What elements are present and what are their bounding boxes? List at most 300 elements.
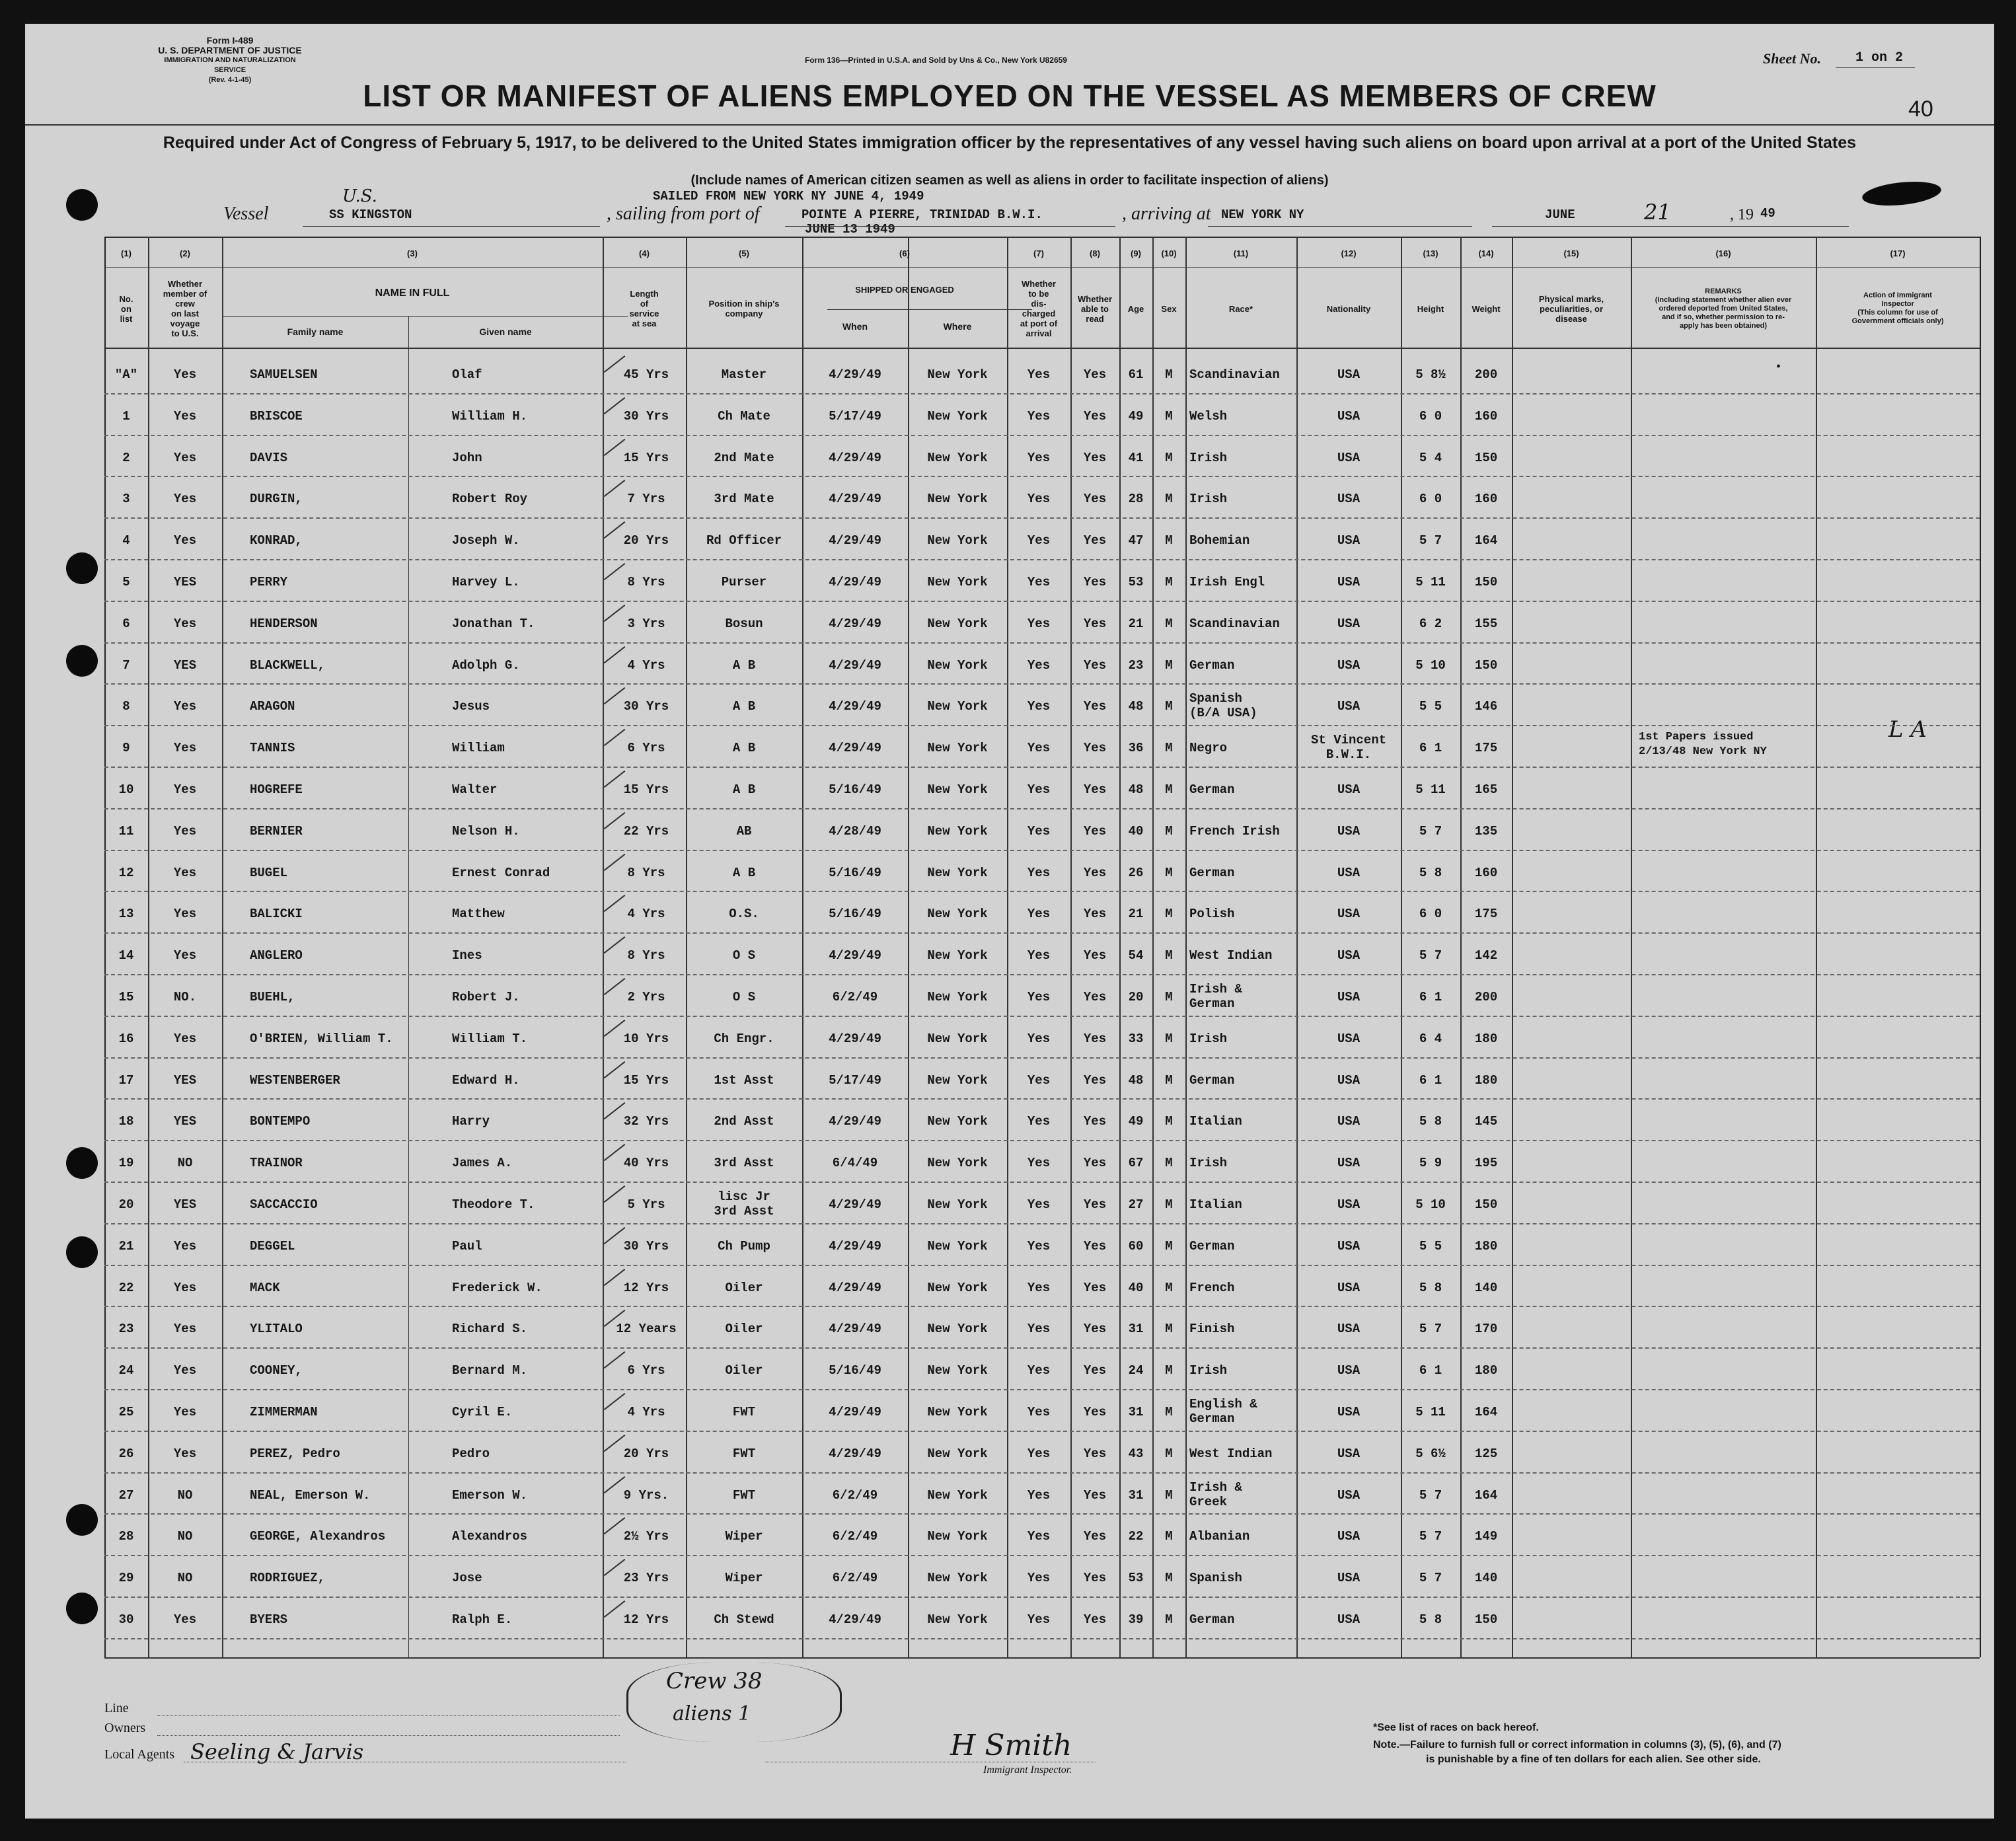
owners-underline: [157, 1735, 620, 1736]
row-separator: [104, 767, 1980, 768]
cell-height: 5 5: [1419, 699, 1442, 714]
vessel-label: Vessel: [223, 204, 269, 224]
cell-no: "A": [114, 367, 138, 382]
row-separator: [104, 1140, 1980, 1141]
cell-last: Yes: [173, 907, 197, 922]
cell-height: 5 5: [1419, 1238, 1442, 1254]
cell-remarks: 1st Papers issued 2/13/48 New York NY: [1639, 731, 1767, 759]
cell-age: 20: [1128, 990, 1144, 1004]
cell-height: 5 7: [1419, 1487, 1442, 1503]
cell-sex: M: [1165, 1238, 1173, 1254]
cell-height: 6 0: [1419, 907, 1442, 922]
cell-height: 6 2: [1419, 616, 1442, 631]
cell-given: Joseph W.: [452, 533, 520, 548]
cell-where: New York: [927, 1571, 988, 1586]
cell-race: Scandinavian: [1189, 616, 1280, 631]
cell-read: Yes: [1083, 990, 1107, 1004]
cell-age: 53: [1128, 1571, 1144, 1586]
cell-height: 6 0: [1419, 492, 1442, 507]
cell-race: Welsh: [1189, 408, 1228, 424]
column-header: No. on list: [119, 293, 133, 324]
cell-discharged: Yes: [1027, 1114, 1051, 1129]
cell-read: Yes: [1083, 1487, 1107, 1503]
cell-position: Bosun: [725, 616, 763, 631]
cell-sex: M: [1165, 1363, 1173, 1378]
cell-weight: 164: [1474, 1487, 1498, 1503]
cell-read: Yes: [1083, 823, 1107, 839]
cell-discharged: Yes: [1027, 1238, 1051, 1254]
cell-position: Oiler: [725, 1363, 763, 1378]
column-header: Length of service at sea: [629, 289, 659, 328]
cell-sex: M: [1165, 1156, 1173, 1171]
cell-read: Yes: [1083, 575, 1107, 589]
cell-position: FWT: [732, 1405, 756, 1419]
cell-given: James A.: [452, 1156, 513, 1171]
cell-discharged: Yes: [1027, 658, 1051, 673]
cell-height: 6 1: [1419, 990, 1442, 1004]
row-separator: [104, 1098, 1980, 1100]
cell-height: 5 10: [1415, 658, 1446, 673]
cell-family: GEORGE, Alexandros: [250, 1529, 386, 1544]
column-number: (8): [1090, 248, 1100, 258]
cell-no: 24: [118, 1363, 134, 1378]
arrival-year-prefix: , 19: [1730, 206, 1754, 223]
cell-no: 29: [118, 1571, 134, 1586]
cell-family: HENDERSON: [250, 616, 318, 631]
sailing-label: , sailing from port of: [607, 204, 760, 224]
cell-nationality: USA: [1337, 907, 1361, 922]
cell-given: Nelson H.: [452, 823, 520, 839]
cell-nationality: USA: [1337, 1114, 1361, 1129]
cell-read: Yes: [1083, 658, 1107, 673]
owners-label: Owners: [104, 1721, 146, 1735]
cell-service: 30 Yrs: [623, 408, 669, 424]
cell-age: 28: [1128, 492, 1144, 507]
cell-nationality: USA: [1337, 1031, 1361, 1046]
cell-race: Irish Engl: [1189, 575, 1265, 589]
cell-service: 8 Yrs: [627, 575, 665, 589]
cell-family: WESTENBERGER: [250, 1072, 340, 1088]
cell-weight: 140: [1474, 1571, 1498, 1586]
cell-no: 17: [118, 1072, 134, 1088]
cell-when: 4/29/49: [829, 367, 881, 382]
crew-row: [25, 437, 1994, 478]
cell-no: 9: [122, 741, 130, 756]
cell-read: Yes: [1083, 1197, 1107, 1212]
cell-when: 5/16/49: [829, 907, 881, 922]
cell-age: 33: [1128, 1031, 1144, 1046]
cell-given: Ernest Conrad: [452, 865, 550, 880]
cell-last: Yes: [173, 1405, 197, 1419]
cell-height: 5 11: [1415, 575, 1446, 589]
cell-read: Yes: [1083, 699, 1107, 714]
cell-family: RODRIGUEZ,: [250, 1571, 326, 1586]
cell-weight: 146: [1474, 699, 1498, 714]
port-underline: [785, 226, 1115, 227]
cell-last: NO: [177, 1156, 193, 1171]
column-number: (10): [1161, 248, 1177, 258]
cell-last: YES: [173, 1114, 197, 1129]
revision: (Rev. 4-1-45): [208, 76, 252, 84]
cell-service: 40 Yrs: [623, 1156, 669, 1171]
cell-weight: 195: [1474, 1156, 1498, 1171]
cell-height: 5 8: [1419, 1114, 1442, 1129]
cell-position: Purser: [721, 575, 767, 589]
cell-given: Alexandros: [452, 1529, 528, 1544]
column-number: (11): [1233, 248, 1249, 258]
cell-nationality: USA: [1337, 948, 1361, 963]
cell-race: Irish: [1189, 1156, 1228, 1171]
arrival-month: JUNE: [1545, 207, 1575, 222]
cell-position: O S: [732, 948, 756, 963]
cell-family: BUEHL,: [250, 990, 295, 1004]
cell-weight: 180: [1474, 1072, 1498, 1088]
cell-race: Irish: [1189, 1031, 1228, 1046]
cell-discharged: Yes: [1027, 1612, 1051, 1627]
cell-where: New York: [927, 1114, 988, 1129]
crew-row: [25, 1267, 1994, 1308]
cell-when: 4/29/49: [829, 1238, 881, 1254]
row-separator: [104, 932, 1980, 934]
cell-service: 2 Yrs: [627, 990, 665, 1004]
crew-row: [25, 562, 1994, 603]
cell-last: YES: [173, 1197, 197, 1212]
cell-family: DURGIN,: [250, 492, 303, 507]
cell-nationality: USA: [1337, 1197, 1361, 1212]
cell-discharged: Yes: [1027, 1571, 1051, 1586]
crew-row: [25, 811, 1994, 852]
cell-where: New York: [927, 450, 988, 465]
cell-race: German: [1189, 1612, 1235, 1627]
arriving-label: , arriving at: [1122, 204, 1211, 224]
cell-family: DEGGEL: [250, 1238, 295, 1254]
cell-when: 4/29/49: [829, 658, 881, 673]
row-separator: [104, 1431, 1980, 1432]
cell-race: Spanish: [1189, 1571, 1242, 1586]
cell-read: Yes: [1083, 1571, 1107, 1586]
column-number: (1): [121, 248, 131, 258]
cell-nationality: USA: [1337, 408, 1361, 424]
remark-dot: •: [1776, 359, 1781, 374]
cell-nationality: USA: [1337, 367, 1361, 382]
cell-age: 48: [1128, 1072, 1144, 1088]
row-separator: [104, 974, 1980, 975]
cell-race: German: [1189, 1072, 1235, 1088]
cell-weight: 140: [1474, 1280, 1498, 1295]
cell-family: KONRAD,: [250, 533, 303, 548]
column-number: (5): [739, 248, 749, 258]
cell-family: NEAL, Emerson W.: [250, 1487, 371, 1503]
cell-position: A B: [732, 699, 756, 714]
cell-given: Frederick W.: [452, 1280, 542, 1295]
cell-service: 12 Yrs: [623, 1280, 669, 1295]
cell-when: 6/2/49: [832, 1529, 878, 1544]
cell-last: YES: [173, 1072, 197, 1088]
cell-nationality: USA: [1337, 1612, 1361, 1627]
cell-weight: 180: [1474, 1238, 1498, 1254]
row-separator: [104, 517, 1980, 519]
cell-where: New York: [927, 1238, 988, 1254]
cell-age: 31: [1128, 1322, 1144, 1337]
cell-age: 39: [1128, 1612, 1144, 1627]
cell-age: 49: [1128, 1114, 1144, 1129]
cell-nationality: USA: [1337, 1446, 1361, 1461]
column-header: SHIPPED OR ENGAGED: [855, 284, 954, 295]
cell-weight: 180: [1474, 1363, 1498, 1378]
cell-age: 54: [1128, 948, 1144, 963]
row-separator: [104, 601, 1980, 602]
cell-weight: 165: [1474, 782, 1498, 797]
cell-where: New York: [927, 658, 988, 673]
cell-height: 5 7: [1419, 948, 1442, 963]
cell-service: 8 Yrs: [627, 948, 665, 963]
cell-family: BYERS: [250, 1612, 288, 1627]
cell-read: Yes: [1083, 865, 1107, 880]
sheet-underline: [1836, 67, 1915, 68]
column-header: Sex: [1161, 303, 1177, 314]
column-number: (2): [180, 248, 190, 258]
cell-read: Yes: [1083, 782, 1107, 797]
cell-nationality: USA: [1337, 1529, 1361, 1544]
cell-age: 67: [1128, 1156, 1144, 1171]
cell-read: Yes: [1083, 1529, 1107, 1544]
cell-where: New York: [927, 741, 988, 756]
cell-service: 15 Yrs: [623, 782, 669, 797]
subheader-when: When: [842, 320, 868, 332]
cell-no: 1: [122, 408, 130, 424]
crew-row: [25, 603, 1994, 644]
cell-last: YES: [173, 658, 197, 673]
sailing-port: POINTE A PIERRE, TRINIDAD B.W.I.: [802, 207, 1043, 222]
cell-age: 41: [1128, 450, 1144, 465]
cell-last: Yes: [173, 1322, 197, 1337]
arriving-underline: [1208, 226, 1472, 227]
cell-no: 15: [118, 990, 134, 1004]
cell-where: New York: [927, 1529, 988, 1544]
cell-last: Yes: [173, 741, 197, 756]
cell-service: 2½ Yrs: [623, 1529, 669, 1544]
cell-sex: M: [1165, 367, 1173, 382]
cell-service: 10 Yrs: [623, 1031, 669, 1046]
cell-read: Yes: [1083, 367, 1107, 382]
cell-where: New York: [927, 948, 988, 963]
cell-sex: M: [1165, 1072, 1173, 1088]
row-separator: [104, 1638, 1980, 1639]
races-note: *See list of races on back hereof.: [1373, 1722, 1539, 1733]
cell-where: New York: [927, 1197, 988, 1212]
row-separator: [104, 1223, 1980, 1224]
sheet-label: Sheet No.: [1763, 50, 1821, 67]
cell-last: Yes: [173, 865, 197, 880]
crew-row: [25, 1184, 1994, 1225]
cell-sex: M: [1165, 1487, 1173, 1503]
cell-height: 5 7: [1419, 1529, 1442, 1544]
cell-read: Yes: [1083, 1322, 1107, 1337]
cell-race: Spanish (B/A USA): [1189, 691, 1257, 721]
column-header: Physical marks, peculiarities, or disease: [1538, 293, 1604, 324]
table-header-rule: [104, 348, 1980, 349]
cell-family: BUGEL: [250, 865, 288, 880]
cell-no: 21: [118, 1238, 134, 1254]
cell-discharged: Yes: [1027, 1363, 1051, 1378]
cell-nationality: USA: [1337, 823, 1361, 839]
cell-race: Negro: [1189, 741, 1228, 756]
crew-row: [25, 769, 1994, 810]
cell-position: AB: [736, 823, 752, 839]
cell-no: 27: [118, 1487, 134, 1503]
cell-when: 4/29/49: [829, 1322, 881, 1337]
row-separator: [104, 1472, 1980, 1474]
cell-where: New York: [927, 492, 988, 507]
cell-nationality: USA: [1337, 575, 1361, 589]
cell-weight: 164: [1474, 1405, 1498, 1419]
cell-sex: M: [1165, 616, 1173, 631]
vessel-name: SS KINGSTON: [329, 207, 412, 222]
cell-nationality: St Vincent B.W.I.: [1310, 733, 1387, 763]
shipped-sub-rule: [827, 309, 1032, 310]
cell-given: Harry: [452, 1114, 490, 1129]
cell-race: Albanian: [1189, 1529, 1250, 1544]
cell-last: Yes: [173, 367, 197, 382]
cell-discharged: Yes: [1027, 948, 1051, 963]
penalty-note-1: Note.—Failure to furnish full or correct information in columns (3), (5), (6), and (7): [1373, 1739, 1781, 1750]
crew-row: [25, 1226, 1994, 1267]
cell-race: Italian: [1189, 1197, 1242, 1212]
cell-no: 19: [118, 1156, 134, 1171]
cell-read: Yes: [1083, 1363, 1107, 1378]
cell-weight: 142: [1474, 948, 1498, 963]
cell-height: 5 10: [1415, 1197, 1446, 1212]
cell-family: DAVIS: [250, 450, 288, 465]
cell-service: 12 Yrs: [623, 1612, 669, 1627]
cell-when: 4/29/49: [829, 1446, 881, 1461]
cell-family: BLACKWELL,: [250, 658, 326, 673]
cell-sex: M: [1165, 1197, 1173, 1212]
row-separator: [104, 1306, 1980, 1307]
row-separator: [104, 1513, 1980, 1515]
cell-sex: M: [1165, 948, 1173, 963]
cell-discharged: Yes: [1027, 741, 1051, 756]
cell-read: Yes: [1083, 1280, 1107, 1295]
cell-sex: M: [1165, 741, 1173, 756]
cell-where: New York: [927, 990, 988, 1004]
cell-read: Yes: [1083, 1612, 1107, 1627]
cell-position: 2nd Asst: [714, 1114, 774, 1129]
date-underline: [1492, 226, 1849, 227]
cell-age: 60: [1128, 1238, 1144, 1254]
column-number: (4): [639, 248, 650, 258]
crew-row: [25, 520, 1994, 561]
cell-no: 13: [118, 907, 134, 922]
cell-age: 48: [1128, 699, 1144, 714]
cell-read: Yes: [1083, 1031, 1107, 1046]
cell-sex: M: [1165, 658, 1173, 673]
cell-sex: M: [1165, 1114, 1173, 1129]
crew-row: [25, 1558, 1994, 1598]
cell-when: 5/16/49: [829, 782, 881, 797]
cell-last: NO: [177, 1571, 193, 1586]
row-separator: [104, 1389, 1980, 1390]
table-top-rule: [104, 237, 1980, 238]
cell-service: 5 Yrs: [627, 1197, 665, 1212]
cell-nationality: USA: [1337, 1238, 1361, 1254]
cell-where: New York: [927, 865, 988, 880]
include-note: (Include names of American citizen seamen as well as aliens in order to facilitate inspection of aliens): [691, 173, 1329, 188]
cell-age: 27: [1128, 1197, 1144, 1212]
cell-when: 4/29/49: [829, 1031, 881, 1046]
cell-weight: 150: [1474, 450, 1498, 465]
cell-sex: M: [1165, 990, 1173, 1004]
required-note: Required under Act of Congress of February 5, 1917, to be delivered to the United States immigration officer by the representatives of any vessel having such aliens on board upon arrival at a port of the United States: [163, 133, 1857, 152]
cell-position: Wiper: [725, 1571, 763, 1586]
cell-family: YLITALO: [250, 1322, 303, 1337]
cell-age: 40: [1128, 823, 1144, 839]
cell-position: Ch Engr.: [714, 1031, 774, 1046]
cell-position: A B: [732, 741, 756, 756]
crew-row: [25, 478, 1994, 519]
cell-when: 5/17/49: [829, 1072, 881, 1088]
crew-row: [25, 645, 1994, 686]
cell-height: 6 4: [1419, 1031, 1442, 1046]
cell-read: Yes: [1083, 907, 1107, 922]
cell-height: 6 0: [1419, 408, 1442, 424]
crew-row: [25, 1308, 1994, 1349]
agents-label: Local Agents: [104, 1747, 175, 1762]
cell-when: 4/29/49: [829, 1114, 881, 1129]
cell-given: Jonathan T.: [452, 616, 535, 631]
cell-height: 5 8½: [1415, 367, 1446, 382]
cell-discharged: Yes: [1027, 990, 1051, 1004]
crew-row: [25, 354, 1994, 395]
cell-no: 7: [122, 658, 130, 673]
form-number: Form I-489: [206, 35, 254, 46]
cell-given: Ines: [452, 948, 482, 963]
cell-given: Paul: [452, 1238, 482, 1254]
cell-race: Polish: [1189, 907, 1235, 922]
cell-height: 5 7: [1419, 1322, 1442, 1337]
cell-race: French Irish: [1189, 823, 1280, 839]
column-header: NAME IN FULL: [375, 287, 450, 299]
cell-last: Yes: [173, 948, 197, 963]
cell-where: New York: [927, 699, 988, 714]
cell-where: New York: [927, 1031, 988, 1046]
cell-discharged: Yes: [1027, 1197, 1051, 1212]
cell-sex: M: [1165, 533, 1173, 548]
cell-last: Yes: [173, 533, 197, 548]
crew-row: [25, 1599, 1994, 1640]
cell-discharged: Yes: [1027, 1322, 1051, 1337]
cell-discharged: Yes: [1027, 907, 1051, 922]
cell-where: New York: [927, 367, 988, 382]
cell-position: Wiper: [725, 1529, 763, 1544]
cell-given: Cyril E.: [452, 1405, 513, 1419]
cell-sex: M: [1165, 782, 1173, 797]
cell-weight: 200: [1474, 990, 1498, 1004]
cell-read: Yes: [1083, 492, 1107, 507]
cell-when: 4/29/49: [829, 948, 881, 963]
column-number: (15): [1563, 248, 1579, 258]
cell-no: 3: [122, 492, 130, 507]
sailing-date: JUNE 13 1949: [805, 222, 895, 237]
page-title: LIST OR MANIFEST OF ALIENS EMPLOYED ON THE VESSEL AS MEMBERS OF CREW: [363, 79, 1657, 113]
column-number: (6): [899, 248, 910, 258]
cell-nationality: USA: [1337, 865, 1361, 880]
column-number: (14): [1478, 248, 1494, 258]
cell-age: 22: [1128, 1529, 1144, 1544]
cell-service: 15 Yrs: [623, 1072, 669, 1088]
cell-when: 5/17/49: [829, 408, 881, 424]
cell-discharged: Yes: [1027, 1156, 1051, 1171]
